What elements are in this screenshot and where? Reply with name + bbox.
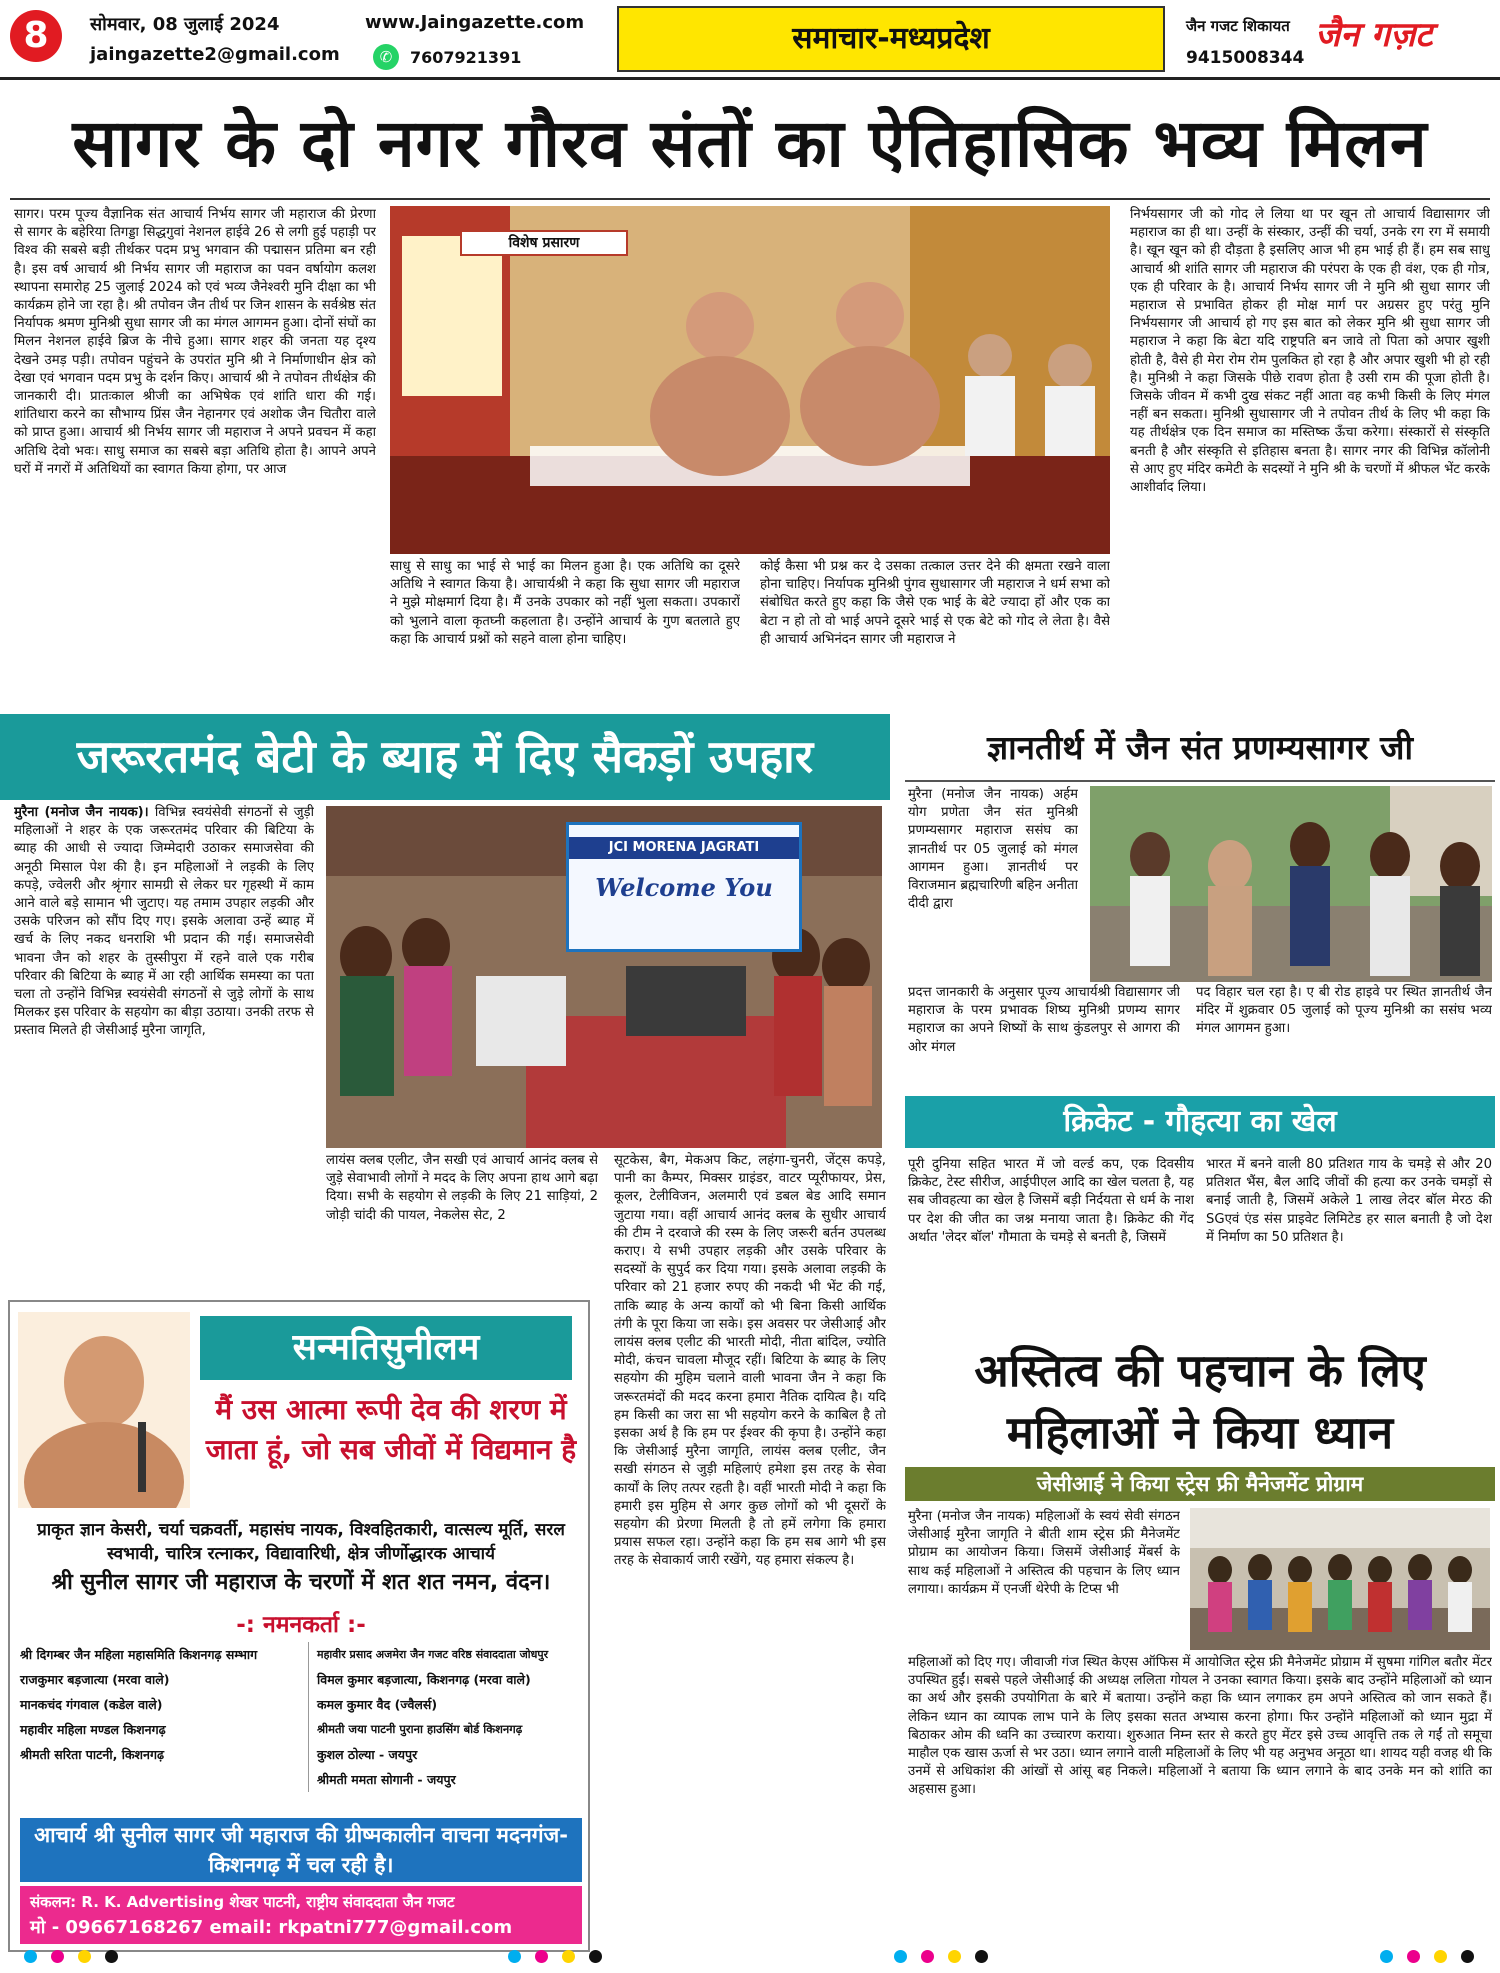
black-dot [105,1950,118,1963]
welcome-banner-org: JCI MORENA JAGRATI [569,837,799,859]
story1-column-mid1: साधु से साधु का भाई से भाई का मिलन हुआ है। एक अतिथि का दूसरे अतिथि ने स्वागत किया है। आचार्यश्री ने कहा कि सुधा सागर जी महाराज ने मुझे मोक्षमार्ग दिया है। मैं उनके उपकार को नहीं भुला सकता। उपकारों को भुलाने वाला कृतघ्नी कहलाता है। उन्होंने आचार्य के गुण बतलाते हुए कहा कि आचार्य प्रश्नों को सहने वाला होना चाहिए। [390,559,740,647]
complaint-label: जैन गजट शिकायत [1186,17,1290,35]
magenta-dot [921,1950,934,1963]
ad-credit-line1: संकलन: R. K. Advertising शेखर पाटनी, राष्ट्रीय संवाददाता जैन गजट [30,1893,455,1911]
magenta-dot [51,1950,64,1963]
story2-headline: जरूरतमंद बेटी के ब्याह में दिए सैकड़ों उपहार [0,714,890,800]
story2-photo [326,806,882,1148]
ad-list-item: श्रीमती ममता सोगानी - जयपुर [317,1772,456,1787]
issue-date: सोमवार, 08 जुलाई 2024 [90,14,280,35]
black-dot [975,1950,988,1963]
registration-marks-center-left [508,1950,602,1966]
story5-subheadline: जेसीआई ने किया स्ट्रेस फ्री मैनेजमेंट प्रोग्राम [905,1467,1495,1501]
story3-column3: पद विहार चल रहा है। ए बी रोड हाइवे पर स्थित ज्ञानतीर्थ जैन मंदिर में शुक्रवार 05 जुलाई को पूज्य मुनिश्री का ससंघ भव्य मंगल आगमन हुआ। [1196,985,1492,1037]
advertisement [8,1300,590,1952]
yellow-dot [562,1950,575,1963]
story1-headline: सागर के दो नगर गौरव संतों का ऐतिहासिक भव्य मिलन [72,105,1428,182]
email-address: jaingazette2@gmail.com [90,44,340,65]
ad-quote: मैं उस आत्मा रूपी देव की शरण में जाता हूं, जो सब जीवों में विद्यमान है [205,1393,577,1466]
magenta-dot [1407,1950,1420,1963]
ad-namankarta-heading: -: नमनकर्ता :- [236,1612,366,1638]
ad-list-item: मानकचंद गंगवाल (कडेल वाले) [20,1697,163,1712]
ad-credit-line2: मो - 09667168267 email: rkpatni777@gmail.com [30,1917,513,1938]
yellow-dot [78,1950,91,1963]
story3-headline: ज्ञानतीर्थ में जैन संत प्रणम्यसागर जी [905,714,1495,782]
ad-list-item: कुशल ठोल्या - जयपुर [317,1747,418,1762]
story5-photo [1190,1508,1490,1650]
photo-banner-label: विशेष प्रसारण [460,230,628,256]
ad-list-item: श्री दिगम्बर जैन महिला महासमिति किशनगढ़ सम्भाग [20,1647,258,1662]
yellow-dot [948,1950,961,1963]
ad-list-left [20,1642,298,1767]
newspaper-logo: जैन गज़ट [1315,15,1433,55]
story1-column-right: निर्भयसागर जी को गोद ले लिया था पर खून तो आचार्य विद्यासागर जी महाराज का ही था। उन्हीं के संस्कार, उन्हीं की चर्या, उनके रग रग में समायी है। खून खून को ही दौड़ता है इसलिए आज भी हम भाई ही हैं। हम सब साधु आचार्य श्री शांति सागर जी महाराज की परंपरा के एक ही वंश, एक ही गोत्र, एक ही परिवार के है। आचार्य निर्भय सागर जी ने मुनि श्री सुधा सागर जी महाराज से प्रभावित होकर ही मोक्ष मार्ग पर अग्रसर हुए परंतु मुनि निर्भयसागर जी आचार्य हो गए इस बात को लेकर मुनि श्री सुधा सागर जी महाराज ने कहा कि बेटा यदि राष्ट्रपति बन जावे तो पिता को अपार खुशी होती है, वैसे ही मेरा रोम रोम पुलकित हो रहा है और अपार खुशी भी हो रही है। मुनिश्री ने कहा जिसके पीछे रावण होता है उसी राम की पूजा होती है। जिसके जीवन में कभी दुख संकट नहीं आता वह कभी किसी के लिए मंगल नहीं बन सकता। मुनिश्री सुधासागर जी ने तपोवन तीर्थ के लिए भी कहा कि यह तीर्थक्षेत्र एक दिन समाज का मस्तिष्क ऊँचा करेगा। संस्कारों से संस्कृति बनती है और संस्कृति से इतिहास बनता है। सागर नगर की विभिन्न कॉलोनी से आए हुए मंदिर कमेटी के सदस्यों ने मुनि श्री के चरणों में श्रीफल भेंट करके आशीर्वाद लिया। [1130,207,1490,496]
website-url: www.Jaingazette.com [365,12,585,33]
ad-portrait [18,1312,190,1508]
page-number: 8 [10,10,62,62]
complaint-phone: 9415008344 [1186,48,1305,68]
yellow-dot [1434,1950,1447,1963]
masthead [0,0,1500,80]
ad-honorifics: प्राकृत ज्ञान केसरी, चर्या चक्रवर्ती, महासंघ नायक, विश्वहितकारी, वात्सल्य मूर्ति, सरल स्वभावी, चारित्र रत्नाकर, विद्यावारिधी, क्षेत्र जीर्णोद्धारक आचार्य [37,1520,565,1564]
story2-column1 [14,804,314,1284]
story5-column1: मुरैना (मनोज जैन नायक) महिलाओं के स्वयं सेवी संगठन जेसीआई मुरैना जागृति ने बीती शाम स्ट्रेस फ्री मैनेजमेंट प्रोग्राम का आयोजन किया। जिसमें जेसीआई मेंबर्स के साथ कई महिलाओं ने अस्तित्व की पहचान के लिए ध्यान लगाया। कार्यक्रम में एनर्जी थेरेपी के टिप्स भी [908,1509,1180,1597]
story4-headline: क्रिकेट - गौहत्या का खेल [905,1096,1495,1148]
story2-column2: लायंस क्लब एलीट, जैन सखी एवं आचार्य आनंद क्लब से जुड़े सेवाभावी लोगों ने मदद के लिए अपना हाथ आगे बढ़ा दिया। सभी के सहयोग से लड़की के लिए 21 साड़ियां, 2 जोड़ी चांदी की पायल, नेकलेस सेट, 2 [326,1153,598,1223]
welcome-banner-text: Welcome You [595,873,773,902]
ad-credit [20,1886,582,1944]
black-dot [1461,1950,1474,1963]
black-dot [589,1950,602,1963]
ad-list-item: विमल कुमार बड़जात्या, किशनगढ़ (मरवा वाले) [317,1672,531,1687]
story4-column1: पूरी दुनिया सहित भारत में जो वर्ल्ड कप, एक दिवसीय क्रिकेट, टेस्ट सीरीज, आईपीएल आदि का खेल चलता है, यह सब जीवहत्या का खेल है जिसमें बड़ी निर्दयता से धर्म के नाश पर देश की जीत का जश्न मनाया जाता है। क्रिकेट की गेंद अर्थात 'लेदर बॉल' गौमाता के चमड़े से बनती है, जिसमें [908,1157,1194,1245]
story2-column3: सूटकेस, बैग, मेकअप किट, लहंगा-चुनरी, जेंट्स कपड़े, पानी का कैम्पर, मिक्सर ग्राइंडर, वाटर प्यूरीफायर, प्रेस, कूलर, टेलीविजन, अलमारी एवं डबल बेड आदि समान जुटाया गया। वहीं आचार्य आनंद क्लब के सुधीर आचार्य की टीम ने दरवाजे की रस्म के लिए जरूरी बर्तन उपलब्ध कराए। ये सभी उपहार लड़की और उसके परिवार के सदस्यों के सुपुर्द कर दिया गया। इसके अलावा लड़की के परिवार को 21 हजार रुपए की नकदी भी भेंट की गई, ताकि ब्याह के अन्य कार्यों को भी बिना किसी आर्थिक तंगी के पूरा किया जा सके। इस अवसर पर जेसीआई और लायंस क्लब एलीट की भारती मोदी, नीता बांदिल, ज्योति मोदी, कंचन चावला मौजूद रहीं। बिटिया के ब्याह के लिए सहयोग की मुहिम चलाने वाली भावना जैन ने कहा कि जरूरतमंदों की मदद करना हमारा नैतिक दायित्व है। यदि हम किसी का जरा सा भी सहयोग करने के काबिल है तो इसका अर्थ है कि हम पर ईश्वर की कृपा है। उन्होंने कहा कि जेसीआई मुरैना जागृति, लायंस क्लब एलीट, जैन सखी संगठन से जुड़ी महिलाएं हमेशा इस तरह के सेवा कार्यों के लिए तत्पर रहती है। वहीं भारती मोदी ने कहा कि हमारी इस मुहिम से अगर कुछ लोगों को भी दूसरों के सहयोग की प्रेरणा मिलती है तो हमें लगेगा कि हमारा प्रयास सफल रहा। उन्होंने कहा कि हम सब आगे भी इस तरह के सेवाकार्य जारी रखेंगे, यह हमारा संकल्प है। [614,1153,886,1569]
section-title: समाचार-मध्यप्रदेश [617,6,1165,72]
ad-list-item: राजकुमार बड़जात्या (मरवा वाले) [20,1672,170,1687]
story1-column-left: सागर। परम पूज्य वैज्ञानिक संत आचार्य निर्भय सागर जी महाराज की प्रेरणा से सागर के बहेरिया तिगड्डा सिद्धगुवां नेशनल हाईवे 26 से लगी हुई पहाड़ी पर विश्व की सबसे बड़ी तीर्थकर पदम प्रभु भगवान की पद्मासन प्रतिमा बन रही है। इस वर्ष आचार्य श्री निर्भय सागर जी महाराज का पवन वर्षायोग कलश स्थापना समारोह 25 जुलाई 2024 को एवं भव्य जैनेश्वरी मुनि दीक्षा का भी कार्यक्रम होने जा रहा है। श्री तपोवन जैन तीर्थ पर जिन शासन के सर्वश्रेष्ठ संत निर्यापक श्रमण मुनिश्री सुधा सागर जी का मंगल आगमन हुआ। दोनों संघों का मिलन नेशनल हाईवे ब्रिज के नीचे हुआ। सागर शहर की जनता यह दृश्य देखने उमड़ पड़ी। तपोवन पहुंचने के उपरांत मुनि श्री ने निर्माणाधीन क्षेत्र को देखा एवं भगवान पदम प्रभु के दर्शन किए। आचार्य श्री ने तपोवन तीर्थक्षेत्र की जानकारी दी। प्रातःकाल श्रीजी का अभिषेक एवं शांति धारा की गई। शांतिधारा करने का सौभाग्य प्रिंस जैन नेहानगर एवं अशोक जैन चितौरा वाले को प्राप्त हुआ। आचार्य श्री निर्भय सागर जी महाराज ने अपने प्रवचन में कहा अतिथि देवो भवः। साधु समाज का सबसे बड़ा अतिथि होता है। आपने अपने घरों में नगरों में अतिथियों का स्वागत किया होगा, पर आज [14,207,376,477]
ad-list-item: श्रीमती जया पाटनी पुराना हाउसिंग बोर्ड किशनगढ़ [317,1722,523,1736]
cyan-dot [1380,1950,1393,1963]
welcome-banner [566,822,802,952]
registration-marks-center-right [894,1950,988,1966]
story1-photo [390,206,1110,554]
story4-column2: भारत में बनने वाली 80 प्रतिशत गाय के चमड़े से और 20 प्रतिशत भैंस, बैल आदि जीवों की हत्या कर उनके चमड़ों से बनाई जाती है, जिसमें अकेले 1 लाख लेदर बॉल मेरठ की SGएवं एंड संस प्राइवेट लिमिटेड हर साल बनाती है जो देश में निर्माण का 50 प्रतिशत है। [1206,1157,1492,1245]
ad-list-item: कमल कुमार वैद (ज्वैलर्स) [317,1697,438,1712]
cyan-dot [508,1950,521,1963]
cyan-dot [24,1950,37,1963]
ad-list-item: महावीर महिला मण्डल किशनगढ़ [20,1722,166,1737]
registration-marks-left [24,1950,118,1966]
story2-dateline: मुरैना (मनोज जैन नायक)। [14,805,149,820]
story5-headline: अस्तित्व की पहचान के लिए महिलाओं ने किया ध्यान [974,1344,1426,1459]
story3-column2: प्रदत्त जानकारी के अनुसार पूज्य आचार्यश्री विद्यासागर जी महाराज के परम प्रभावक शिष्य मुनिश्री प्रणम्य सागर महाराज का अपने शिष्यों के साथ कुंडलपुर से आगरा की ओर मंगल [908,985,1180,1055]
ad-list-item: श्रीमती सरिता पाटनी, किशनगढ़ [20,1747,165,1762]
ad-banner: आचार्य श्री सुनील सागर जी महाराज की ग्रीष्मकालीन वाचना मदनगंज-किशनगढ़ में चल रही है। [20,1818,582,1882]
headline-rule [10,198,1490,200]
story2-body1: विभिन्न स्वयंसेवी संगठनों से जुड़ी महिलाओं ने शहर के एक जरूरतमंद परिवार की बिटिया के ब्याह की आधी से ज्यादा जिम्मेदारी उठाकर समाजसेवा की अनूठी मिसाल पेश की है। इन महिलाओं ने लड़की के लिए कपड़े, ज्वेलरी और श्रृंगार सामग्री से लेकर घर गृहस्थी में काम आने वाले बड़े सामान भी जुटाए। यह तमाम उपहार लड़की और उसके परिजन को सौंप दिए गए। इसके अलावा उन्हें ब्याह में खर्च के लिए नकद धनराशि भी प्रदान की गई। समाजसेवी भावना जैन को शहर के तुस्सीपुरा में रहने वाले एक गरीब परिवार की बिटिया के ब्याह में आ रही आर्थिक समस्या का पता चला तो उन्होंने विभिन्न स्वयंसेवी संगठनों से जुड़े लोगों के साथ मिलकर इस परिवार के सहयोग का बीड़ा उठाया। उनकी तरफ से प्रस्ताव मिलते ही जेसीआई मुरैना जागृति, [14,805,314,1039]
cyan-dot [894,1950,907,1963]
ad-list-right [308,1642,582,1792]
ad-blessing: श्री सुनील सागर जी महाराज के चरणों में शत शत नमन, वंदन। [51,1570,551,1595]
story1-column-mid2: कोई कैसा भी प्रश्न कर दे उसका तत्काल उत्तर देने की क्षमता रखने वाला होना चाहिए। निर्यापक मुनिश्री पुंगव सुधासागर जी महाराज ने धर्म सभा को संबोधित करते हुए कहा कि जैसे एक भाई के बेटे ज्यादा हों और एक का बेटा न हो तो वो भाई अपने दूसरे भाई से एक बेटे को गोद ले लेता है। वैसे ही आचार्य अभिनंदन सागर जी महाराज ने [760,559,1110,647]
registration-marks-right [1380,1950,1474,1966]
whatsapp-icon: ✆ [373,44,399,70]
story3-photo [1090,786,1492,982]
ad-list-item: महावीर प्रसाद अजमेरा जैन गजट वरिष्ठ संवाददाता जोधपुर [317,1648,549,1661]
story5-column-full: महिलाओं को दिए गए। जीवाजी गंज स्थित केएस ऑफिस में आयोजित स्ट्रेस फ्री मैनेजमेंट प्रोग्राम में सुषमा गांगिल बतौर मेंटर उपस्थित हुईं। सबसे पहले जेसीआई की अध्यक्ष ललिता गोयल ने उनका स्वागत किया। इसके बाद उन्होंने महिलाओं को ध्यान का अर्थ और इसकी उपयोगिता के बारे में बताया। उन्होंने कहा कि ध्यान लगाकर हम अपने अस्तित्व को जान सकते हैं। लेकिन ध्यान का व्यापक लाभ पाने के लिए इसका सतत अभ्यास करना होगा। फिर उन्होंने महिलाओं को ध्यान मुद्रा में बिठाकर ओम की ध्वनि का उच्चारण कराया। शुरुआत निम्न स्तर से करते हुए मेंटर इसे उच्च आवृत्ति तक ले गईं तो समूचा माहौल एक खास ऊर्जा से भर उठा। ध्यान लगाने वाली महिलाओं के लिए भी यह अनुभव अनूठा था। शायद यही वजह थी कि उनमें से अधिकांश की आंखों से आंसू बह निकले। महिलाओं ने बताया कि ध्यान लगाने के बाद उनके मन को शांति का अहसास हुआ। [908,1655,1492,1798]
story3-column1: मुरैना (मनोज जैन नायक) अर्हम योग प्रणेता जैन संत मुनिश्री प्रणम्यसागर महाराज ससंघ का ज्ञानतीर्थ पर 05 जुलाई को मंगल आगमन हुआ। ज्ञानतीर्थ पर विराजमान ब्रह्मचारिणी बहिन अनीता दीदी द्वारा [908,787,1078,912]
whatsapp-number: 7607921391 [410,48,522,67]
ad-title: सन्मतिसुनीलम [200,1316,572,1380]
magenta-dot [535,1950,548,1963]
